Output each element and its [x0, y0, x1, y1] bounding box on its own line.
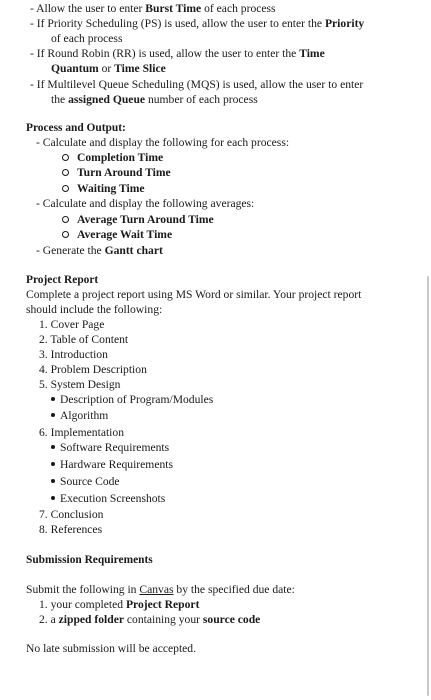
report-item-toc: 2. Table of Content — [39, 333, 129, 346]
circle-bullet-icon — [62, 154, 69, 161]
submission-item-2: 2. a zipped folder containing your source code — [39, 613, 261, 626]
report-item-problem: 4. Problem Description — [39, 363, 147, 376]
report-item-design: 5. System Design — [39, 378, 121, 391]
round-robin-line: - If Round Robin (RR) is used, allow the user to enter the Time — [30, 47, 325, 60]
design-sub-item: Algorithm — [51, 409, 108, 424]
scrollbar[interactable] — [427, 276, 429, 696]
mqs-line-cont: the assigned Queue number of each process — [51, 93, 258, 106]
impl-sub-item: Software Requirements — [51, 441, 169, 456]
gantt-line: - Generate the Gantt chart — [36, 244, 163, 257]
mqs-line: - If Multilevel Queue Scheduling (MQS) is used, allow the user to enter — [30, 78, 364, 91]
each-item: Turn Around Time — [62, 166, 171, 181]
priority-line: - If Priority Scheduling (PS) is used, allow the user to enter the Priority — [30, 17, 365, 30]
each-item: Waiting Time — [62, 182, 145, 197]
late-notice: No late submission will be accepted. — [26, 642, 197, 655]
bullet-icon — [51, 413, 55, 417]
round-robin-line-cont: Quantum or Time Slice — [51, 62, 166, 75]
bullet-icon — [51, 397, 55, 401]
circle-bullet-icon — [62, 169, 69, 176]
process-output-heading: Process and Output: — [26, 122, 126, 134]
circle-bullet-icon — [62, 231, 69, 238]
impl-sub-item: Execution Screenshots — [51, 492, 165, 507]
each-item: Completion Time — [62, 151, 163, 166]
circle-bullet-icon — [62, 185, 69, 192]
bullet-icon — [51, 445, 55, 449]
report-item-references: 8. References — [39, 523, 103, 536]
canvas-link[interactable]: Canvas — [139, 583, 174, 596]
circle-bullet-icon — [62, 216, 69, 223]
bullet-icon — [51, 479, 55, 483]
avg-item: Average Wait Time — [62, 228, 172, 243]
submission-intro: Submit the following in Canvas by the specified due date: — [26, 583, 295, 596]
project-report-heading: Project Report — [26, 274, 99, 286]
burst-time-line: - Allow the user to enter Burst Time of each process — [30, 2, 276, 15]
avg-item: Average Turn Around Time — [62, 213, 214, 228]
bullet-icon — [51, 496, 55, 500]
impl-sub-item: Hardware Requirements — [51, 458, 173, 473]
report-item-cover: 1. Cover Page — [39, 318, 105, 331]
bullet-icon — [51, 462, 55, 466]
report-item-conclusion: 7. Conclusion — [39, 508, 104, 521]
impl-sub-item: Source Code — [51, 475, 120, 490]
calc-avg-line: - Calculate and display the following averages: — [36, 197, 255, 210]
design-sub-item: Description of Program/Modules — [51, 393, 213, 408]
submission-item-1: 1. your completed Project Report — [39, 598, 200, 611]
submission-heading: Submission Requirements — [26, 554, 153, 566]
report-intro-line-2: should include the following: — [26, 303, 163, 316]
priority-line-cont: of each process — [51, 32, 123, 45]
report-item-intro: 3. Introduction — [39, 348, 108, 361]
report-item-impl: 6. Implementation — [39, 426, 125, 439]
report-intro-line-1: Complete a project report using MS Word or similar. Your project report — [26, 288, 362, 301]
calc-each-line: - Calculate and display the following for each process: — [36, 136, 290, 149]
